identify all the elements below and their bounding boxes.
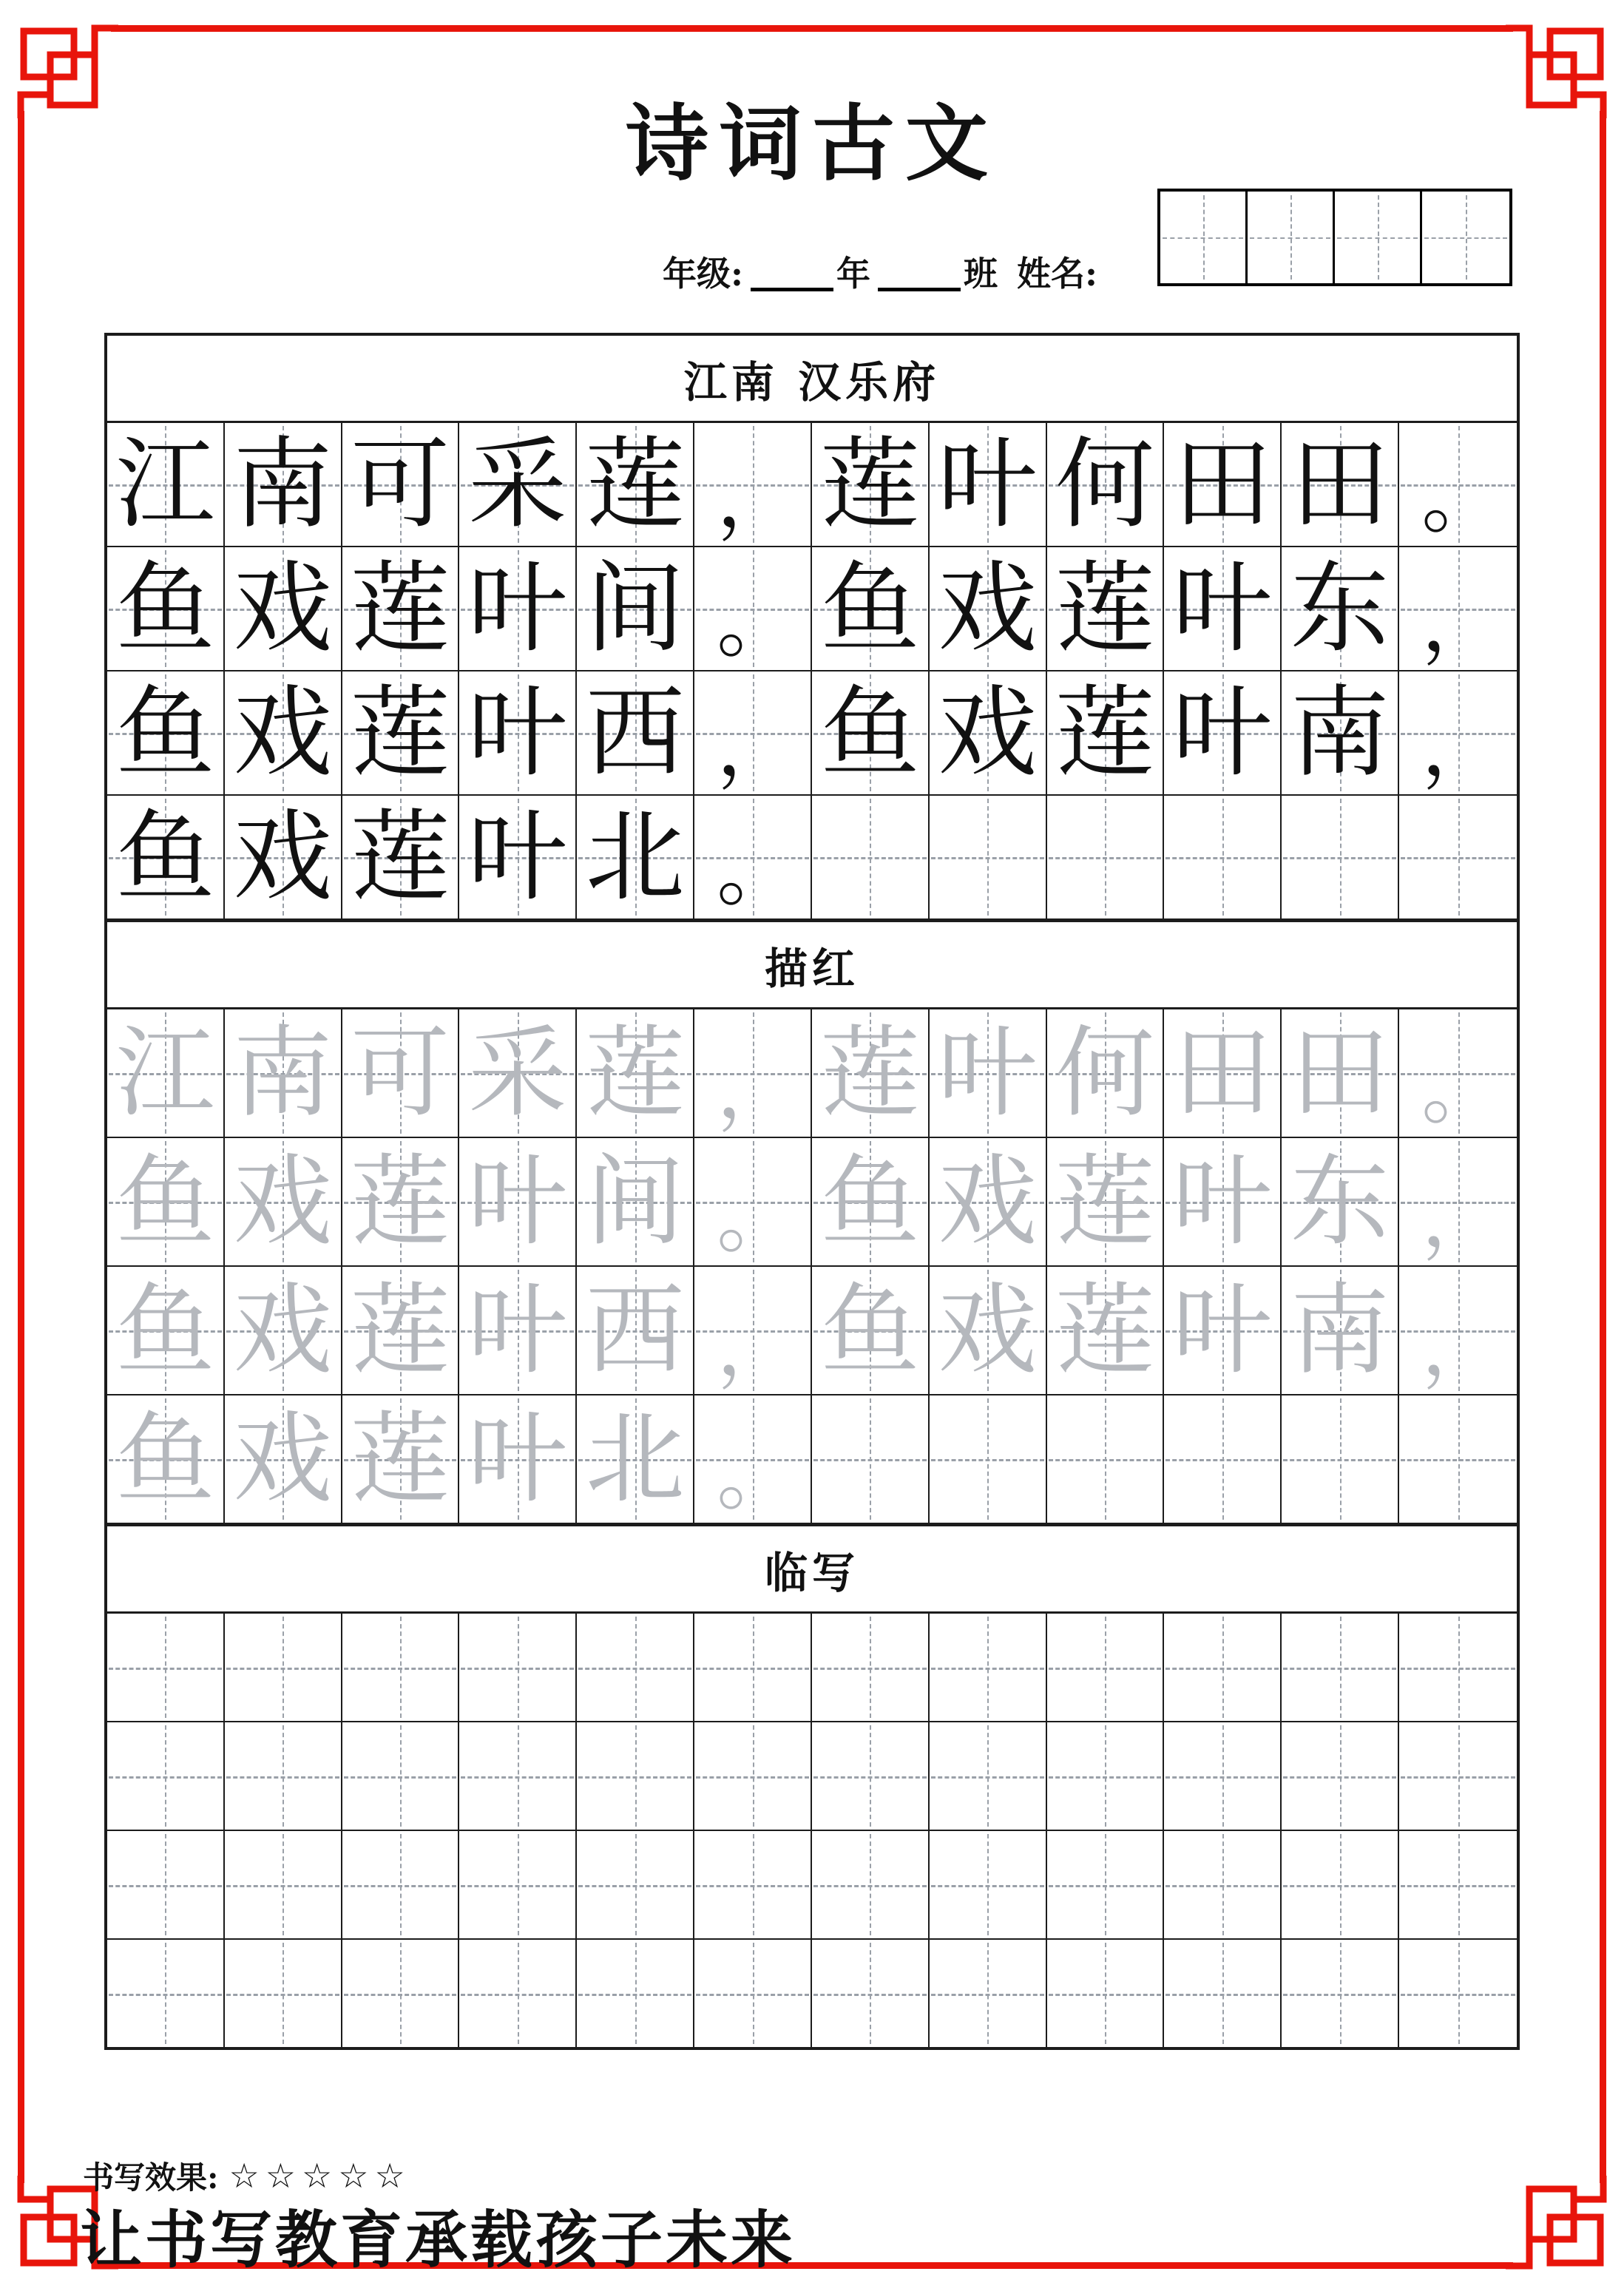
- character-glyph: 戏: [233, 1401, 333, 1517]
- character-cell: [107, 1009, 225, 1137]
- character-glyph: 间: [585, 551, 685, 666]
- character-glyph: 叶: [938, 1015, 1038, 1131]
- grade-label: 年级:: [663, 254, 743, 294]
- empty-practice-cell: [1047, 1722, 1165, 1830]
- character-glyph: 莲: [1055, 1273, 1155, 1388]
- character-glyph: 江: [115, 1015, 215, 1131]
- character-glyph: 鱼: [115, 799, 215, 915]
- grid-row: [107, 1614, 1517, 1722]
- empty-practice-cell: [1047, 1831, 1165, 1938]
- character-cell: [342, 1267, 460, 1394]
- empty-practice-cell: [1399, 1395, 1517, 1523]
- character-glyph: 莲: [351, 799, 450, 915]
- student-info-line: [663, 246, 1097, 293]
- grid-row: [107, 1395, 1517, 1524]
- character-glyph: 莲: [351, 1273, 450, 1388]
- character-glyph: 鱼: [115, 675, 215, 791]
- class-label: 班: [963, 254, 998, 294]
- grid-row: [107, 1267, 1517, 1395]
- character-cell: [812, 1009, 930, 1137]
- empty-practice-cell: [1399, 1722, 1517, 1830]
- character-glyph: 间: [585, 1144, 685, 1259]
- character-cell: [1282, 1009, 1399, 1137]
- character-cell: [459, 1395, 577, 1523]
- character-glyph: ，: [717, 1044, 796, 1135]
- character-cell: [107, 547, 225, 670]
- empty-practice-cell: [930, 1395, 1047, 1523]
- section-rows-poem: [107, 423, 1517, 920]
- character-glyph: 。: [717, 826, 796, 917]
- character-glyph: 叶: [467, 1273, 567, 1388]
- character-glyph: 戏: [233, 799, 333, 915]
- character-glyph: 南: [1290, 1273, 1390, 1388]
- character-cell: [459, 423, 577, 546]
- character-cell: [577, 1009, 694, 1137]
- character-cell: [459, 1138, 577, 1265]
- empty-practice-cell: [107, 1614, 225, 1721]
- rating-stars: ☆☆☆☆☆: [229, 2156, 411, 2196]
- practice-grid: [104, 333, 1520, 2050]
- empty-practice-cell: [107, 1831, 225, 1938]
- character-glyph: 叶: [1172, 675, 1272, 791]
- character-cell: [694, 796, 812, 918]
- empty-practice-cell: [812, 1614, 930, 1721]
- empty-practice-cell: [930, 1614, 1047, 1721]
- character-cell: [1164, 423, 1282, 546]
- character-glyph: 南: [233, 1015, 333, 1131]
- empty-practice-cell: [1399, 1831, 1517, 1938]
- empty-practice-cell: [694, 1831, 812, 1938]
- empty-practice-cell: [1047, 1395, 1165, 1523]
- character-cell: [694, 1267, 812, 1394]
- character-cell: [225, 423, 342, 546]
- character-glyph: 东: [1290, 1144, 1390, 1259]
- character-glyph: 鱼: [820, 1144, 920, 1259]
- empty-practice-cell: [1164, 1395, 1282, 1523]
- empty-practice-cell: [930, 1940, 1047, 2047]
- character-cell: [812, 547, 930, 670]
- character-cell: [1399, 547, 1517, 670]
- character-cell: [1164, 671, 1282, 794]
- character-glyph: 田: [1290, 1015, 1390, 1131]
- character-glyph: 何: [1055, 427, 1155, 542]
- character-cell: [342, 1395, 460, 1523]
- character-cell: [812, 423, 930, 546]
- character-cell: [694, 1395, 812, 1523]
- empty-practice-cell: [1399, 796, 1517, 918]
- name-label: 姓名:: [1016, 254, 1097, 294]
- character-glyph: 莲: [585, 427, 685, 542]
- character-cell: [459, 671, 577, 794]
- character-glyph: 戏: [938, 675, 1038, 791]
- character-glyph: 叶: [938, 427, 1038, 542]
- character-cell: [1399, 1009, 1517, 1137]
- character-cell: [342, 1009, 460, 1137]
- character-glyph: 叶: [467, 1401, 567, 1517]
- character-cell: [812, 1138, 930, 1265]
- character-glyph: 戏: [233, 551, 333, 666]
- character-glyph: 叶: [467, 675, 567, 791]
- character-cell: [1047, 423, 1165, 546]
- character-glyph: 可: [351, 427, 450, 542]
- empty-practice-cell: [225, 1722, 342, 1830]
- empty-practice-cell: [577, 1722, 694, 1830]
- empty-practice-cell: [1164, 1940, 1282, 2047]
- character-cell: [225, 671, 342, 794]
- character-cell: [930, 671, 1047, 794]
- empty-practice-cell: [225, 1831, 342, 1938]
- character-cell: [342, 671, 460, 794]
- character-cell: [1164, 547, 1282, 670]
- character-cell: [107, 1138, 225, 1265]
- rating-label: 书写效果:: [83, 2159, 219, 2196]
- character-cell: [577, 1395, 694, 1523]
- character-glyph: 。: [717, 578, 796, 669]
- character-glyph: ，: [717, 702, 796, 793]
- empty-practice-cell: [459, 1722, 577, 1830]
- character-glyph: 何: [1055, 1015, 1155, 1131]
- grid-row: [107, 796, 1517, 920]
- character-glyph: 莲: [585, 1015, 685, 1131]
- section-header-poem: 江南 汉乐府: [107, 336, 1517, 423]
- empty-practice-cell: [107, 1940, 225, 2047]
- character-cell: [577, 671, 694, 794]
- character-glyph: 田: [1172, 427, 1272, 542]
- character-cell: [1282, 423, 1399, 546]
- empty-practice-cell: [577, 1831, 694, 1938]
- character-cell: [225, 1267, 342, 1394]
- empty-practice-cell: [225, 1940, 342, 2047]
- character-glyph: 南: [1290, 675, 1390, 791]
- grid-row: [107, 1831, 1517, 1940]
- character-cell: [930, 1138, 1047, 1265]
- frame-top-line: [111, 25, 1513, 32]
- character-glyph: 戏: [233, 1273, 333, 1388]
- empty-practice-cell: [577, 1940, 694, 2047]
- grid-row: [107, 423, 1517, 547]
- name-grid-cell: [1422, 192, 1509, 283]
- character-cell: [225, 1009, 342, 1137]
- empty-practice-cell: [1282, 796, 1399, 918]
- character-cell: [225, 547, 342, 670]
- empty-practice-cell: [1399, 1614, 1517, 1721]
- character-glyph: 田: [1290, 427, 1390, 542]
- character-cell: [1282, 1138, 1399, 1265]
- empty-practice-cell: [694, 1940, 812, 2047]
- frame-corner-knot-icon: [1506, 2176, 1624, 2294]
- empty-practice-cell: [1282, 1395, 1399, 1523]
- empty-practice-cell: [1164, 1831, 1282, 1938]
- character-glyph: 莲: [1055, 551, 1155, 666]
- section-header-miaohong: 描红: [107, 920, 1517, 1009]
- section-rows-linxie: [107, 1614, 1517, 2047]
- character-glyph: 东: [1290, 551, 1390, 666]
- frame-corner-knot-icon: [0, 0, 118, 118]
- character-glyph: 莲: [1055, 675, 1155, 791]
- character-cell: [577, 423, 694, 546]
- empty-practice-cell: [930, 796, 1047, 918]
- empty-practice-cell: [812, 1831, 930, 1938]
- empty-practice-cell: [459, 1614, 577, 1721]
- character-glyph: 鱼: [115, 1401, 215, 1517]
- character-cell: [1047, 547, 1165, 670]
- character-glyph: 戏: [938, 551, 1038, 666]
- empty-practice-cell: [1282, 1722, 1399, 1830]
- footer-slogan: 让书写教育承载孩子未来: [80, 2203, 796, 2276]
- name-grid-cell: [1335, 192, 1422, 283]
- character-cell: [459, 547, 577, 670]
- character-glyph: 。: [717, 1430, 796, 1521]
- character-cell: [1282, 547, 1399, 670]
- empty-practice-cell: [812, 796, 930, 918]
- grid-row: [107, 1009, 1517, 1138]
- character-glyph: 。: [717, 1173, 796, 1264]
- empty-practice-cell: [342, 1940, 460, 2047]
- character-glyph: 叶: [1172, 1273, 1272, 1388]
- character-cell: [459, 1267, 577, 1394]
- name-grid-cell: [1160, 192, 1248, 283]
- frame-left-line: [18, 111, 24, 2183]
- character-cell: [930, 547, 1047, 670]
- character-cell: [694, 423, 812, 546]
- character-glyph: 莲: [1055, 1144, 1155, 1259]
- character-glyph: 。: [1421, 1044, 1500, 1135]
- name-writing-boxes: [1157, 189, 1512, 286]
- empty-practice-cell: [1164, 1722, 1282, 1830]
- empty-practice-cell: [459, 1940, 577, 2047]
- grid-row: [107, 1138, 1517, 1267]
- character-glyph: 莲: [820, 1015, 920, 1131]
- empty-practice-cell: [1282, 1831, 1399, 1938]
- character-cell: [342, 547, 460, 670]
- empty-practice-cell: [1164, 796, 1282, 918]
- character-glyph: 叶: [1172, 551, 1272, 666]
- class-blank-field: [878, 279, 961, 291]
- character-cell: [1047, 1267, 1165, 1394]
- character-glyph: 鱼: [115, 551, 215, 666]
- grid-row: [107, 671, 1517, 796]
- character-cell: [1399, 671, 1517, 794]
- character-glyph: 鱼: [115, 1144, 215, 1259]
- character-glyph: 南: [233, 427, 333, 542]
- character-cell: [577, 1267, 694, 1394]
- character-cell: [930, 1009, 1047, 1137]
- character-cell: [1047, 1009, 1165, 1137]
- character-cell: [812, 1267, 930, 1394]
- character-glyph: 叶: [1172, 1144, 1272, 1259]
- empty-practice-cell: [1047, 796, 1165, 918]
- empty-practice-cell: [459, 1831, 577, 1938]
- character-cell: [1399, 423, 1517, 546]
- character-glyph: 叶: [467, 799, 567, 915]
- character-glyph: 莲: [351, 1144, 450, 1259]
- page-title: 诗词古文: [626, 95, 998, 192]
- character-cell: [577, 1138, 694, 1265]
- character-cell: [1399, 1138, 1517, 1265]
- grade-blank-field: [751, 279, 833, 291]
- character-cell: [1164, 1138, 1282, 1265]
- section-header-linxie: 临写: [107, 1524, 1517, 1614]
- character-cell: [225, 796, 342, 918]
- name-grid-cell: [1248, 192, 1335, 283]
- character-glyph: 田: [1172, 1015, 1272, 1131]
- character-glyph: 叶: [467, 551, 567, 666]
- character-glyph: 鱼: [820, 1273, 920, 1388]
- character-cell: [812, 671, 930, 794]
- character-cell: [694, 1009, 812, 1137]
- character-glyph: 。: [1421, 453, 1500, 544]
- frame-right-line: [1600, 111, 1606, 2183]
- character-glyph: 采: [467, 1015, 567, 1131]
- character-glyph: 可: [351, 1015, 450, 1131]
- character-cell: [107, 671, 225, 794]
- character-glyph: 戏: [233, 675, 333, 791]
- character-cell: [225, 1138, 342, 1265]
- empty-practice-cell: [225, 1614, 342, 1721]
- empty-practice-cell: [342, 1831, 460, 1938]
- character-cell: [1399, 1267, 1517, 1394]
- character-cell: [225, 1395, 342, 1523]
- character-glyph: 北: [585, 799, 685, 915]
- character-glyph: 戏: [233, 1144, 333, 1259]
- grid-row: [107, 1940, 1517, 2047]
- empty-practice-cell: [107, 1722, 225, 1830]
- character-glyph: ，: [1421, 578, 1500, 669]
- character-glyph: 鱼: [115, 1273, 215, 1388]
- character-cell: [342, 423, 460, 546]
- character-glyph: 江: [115, 427, 215, 542]
- character-glyph: ，: [1421, 702, 1500, 793]
- character-cell: [1164, 1009, 1282, 1137]
- empty-practice-cell: [930, 1722, 1047, 1830]
- empty-practice-cell: [812, 1395, 930, 1523]
- grid-row: [107, 547, 1517, 671]
- character-cell: [1282, 1267, 1399, 1394]
- empty-practice-cell: [1164, 1614, 1282, 1721]
- character-cell: [577, 796, 694, 918]
- character-cell: [1047, 1138, 1165, 1265]
- empty-practice-cell: [694, 1722, 812, 1830]
- character-cell: [107, 796, 225, 918]
- character-cell: [1047, 671, 1165, 794]
- character-glyph: 莲: [820, 427, 920, 542]
- character-glyph: 鱼: [820, 551, 920, 666]
- empty-practice-cell: [694, 1614, 812, 1721]
- character-cell: [342, 1138, 460, 1265]
- character-cell: [107, 1395, 225, 1523]
- character-cell: [694, 1138, 812, 1265]
- character-cell: [1282, 671, 1399, 794]
- character-glyph: ，: [717, 453, 796, 544]
- frame-corner-knot-icon: [1506, 0, 1624, 118]
- character-glyph: 采: [467, 427, 567, 542]
- empty-practice-cell: [1047, 1940, 1165, 2047]
- character-cell: [342, 796, 460, 918]
- character-glyph: 叶: [467, 1144, 567, 1259]
- character-cell: [930, 1267, 1047, 1394]
- character-glyph: ，: [717, 1302, 796, 1393]
- year-label: 年: [836, 254, 870, 294]
- character-glyph: 莲: [351, 551, 450, 666]
- empty-practice-cell: [577, 1614, 694, 1721]
- character-cell: [459, 796, 577, 918]
- character-glyph: 鱼: [820, 675, 920, 791]
- character-cell: [930, 423, 1047, 546]
- character-glyph: ，: [1421, 1173, 1500, 1264]
- character-cell: [577, 547, 694, 670]
- character-glyph: 西: [585, 1273, 685, 1388]
- empty-practice-cell: [1047, 1614, 1165, 1721]
- grid-row: [107, 1722, 1517, 1831]
- character-cell: [459, 1009, 577, 1137]
- empty-practice-cell: [812, 1940, 930, 2047]
- character-glyph: 莲: [351, 675, 450, 791]
- character-glyph: 西: [585, 675, 685, 791]
- character-cell: [107, 423, 225, 546]
- empty-practice-cell: [1399, 1940, 1517, 2047]
- character-glyph: ，: [1421, 1302, 1500, 1393]
- character-glyph: 戏: [938, 1273, 1038, 1388]
- empty-practice-cell: [1282, 1614, 1399, 1721]
- empty-practice-cell: [812, 1722, 930, 1830]
- section-rows-miaohong: [107, 1009, 1517, 1524]
- character-cell: [1164, 1267, 1282, 1394]
- empty-practice-cell: [342, 1722, 460, 1830]
- empty-practice-cell: [342, 1614, 460, 1721]
- character-glyph: 北: [585, 1401, 685, 1517]
- character-glyph: 莲: [351, 1401, 450, 1517]
- character-cell: [694, 547, 812, 670]
- empty-practice-cell: [1282, 1940, 1399, 2047]
- character-cell: [107, 1267, 225, 1394]
- character-glyph: 戏: [938, 1144, 1038, 1259]
- empty-practice-cell: [930, 1831, 1047, 1938]
- character-cell: [694, 671, 812, 794]
